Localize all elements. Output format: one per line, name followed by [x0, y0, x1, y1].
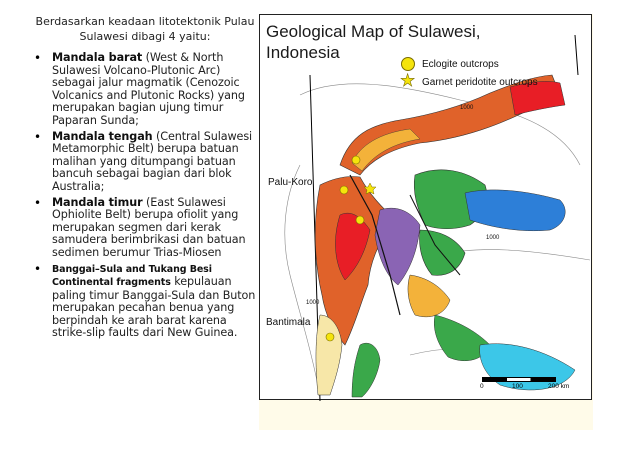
scale-bar: 0 100 200 km: [482, 377, 582, 395]
bullet-icon: •: [34, 261, 41, 276]
eclogite-outcrop: [356, 216, 364, 224]
southeast-arm-sediment: [408, 275, 450, 317]
eclogite-outcrop: [340, 186, 348, 194]
list-item-mandala-barat: [34, 52, 256, 128]
text-column: [34, 14, 256, 343]
list-item-title: Mandala tengah: [52, 129, 153, 143]
banggai-sula-fragment: [465, 190, 565, 231]
intro-text: Berdasarkan keadaan litotektonik Pulau Sulawesi dibagi 4 yaitu:: [35, 15, 255, 43]
bullet-icon: •: [34, 51, 41, 65]
list-item-desc: kepulauan paling timur Banggai-Sula dan Buton merupakan pecahan benua yang berpindah ke arah barat karena strike-slip faults dari New Guinea.: [52, 275, 256, 340]
list-item-desc: (West & North Sulawesi Volcano-Plutonic Arc) sebagai jalur magmatik (Cenozoic Volcanics and Plutonic Rocks) yang merupakan bagian ujung timur Paparan Sunda;: [52, 51, 245, 127]
list-item-mandala-tengah: [34, 131, 256, 194]
eclogite-outcrop: [352, 156, 360, 164]
bullet-icon: •: [34, 195, 41, 210]
bullet-icon: •: [34, 129, 41, 144]
place-palu-koro: Palu-Koro: [268, 177, 313, 188]
map-panel: [259, 14, 593, 430]
map-legend: [400, 55, 538, 91]
boundary-line: [575, 35, 578, 75]
legend-item-peridotite: ★ Garnet peridotite outcrops: [400, 71, 538, 91]
list-item-desc: (East Sulawesi Ophiolite Belt) berupa ofiolit yang merupakan segmen dari kerak samudera berimbrikasi dan batuan sedimen berumur Trias-Miosen: [52, 195, 246, 259]
south-arm-ophiolite: [352, 343, 380, 397]
star-icon: ★: [400, 71, 416, 91]
depth-contour: [285, 165, 320, 395]
legend-item-eclogite: Eclogite outcrops: [400, 55, 538, 73]
list-item-title: Banggai–Sula and Tukang Besi Continental fragments: [52, 263, 212, 289]
list-item-mandala-timur: [34, 197, 256, 260]
list-item-desc: (Central Sulawesi Metamorphic Belt) berupa batuan malihan yang ditumpangi batuan bancuh sebagai bagian dari blok Australia;: [52, 129, 253, 193]
list-item-title: Mandala timur: [52, 195, 143, 209]
tectonic-list: [34, 52, 256, 340]
list-item-title: Mandala barat: [52, 51, 143, 64]
depth-label: 1000: [460, 105, 474, 111]
place-bantimala: Bantimala: [266, 317, 311, 328]
depth-label: 1000: [306, 300, 320, 306]
geological-map: [259, 14, 592, 400]
list-item-banggai-sula: [34, 263, 256, 341]
eclogite-outcrop: [326, 333, 334, 341]
depth-label: 1000: [486, 235, 500, 241]
east-arm-ophiolite: [420, 230, 466, 275]
circle-icon: [401, 57, 415, 71]
map-title: Geological Map of Sulawesi, Indonesia: [266, 22, 481, 62]
